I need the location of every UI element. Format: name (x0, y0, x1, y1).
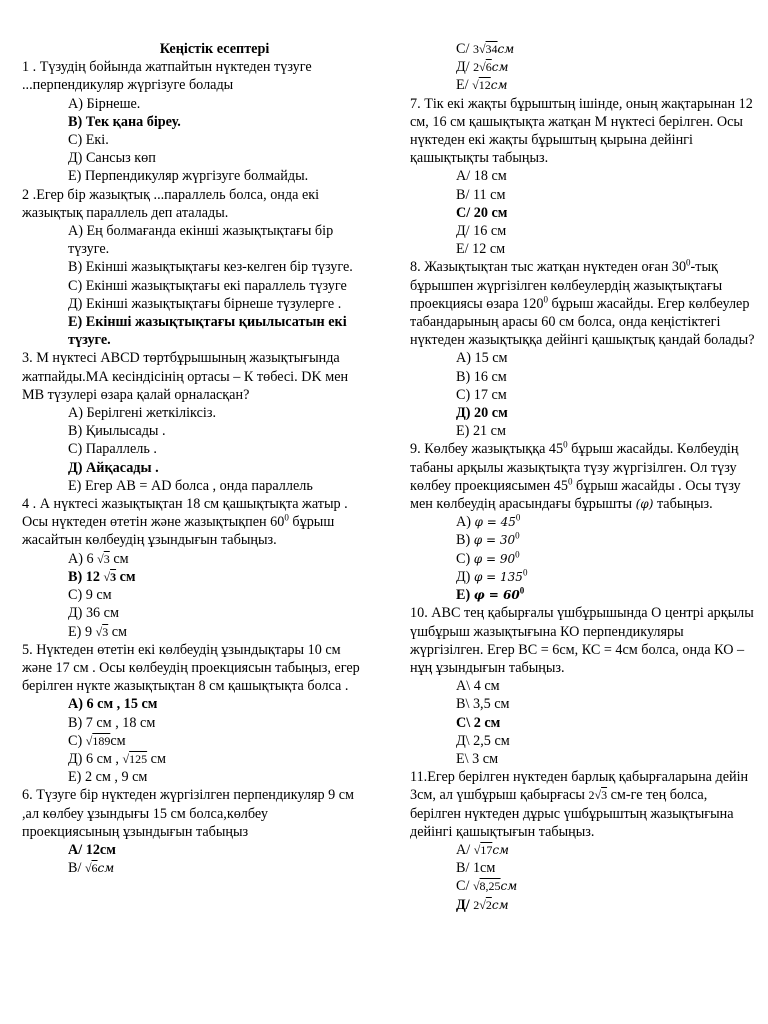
unit: см (119, 568, 136, 585)
unit: см (147, 750, 166, 767)
radicand: 12 (478, 78, 491, 93)
degree-sup: 0 (543, 294, 548, 305)
option-label: Д/ (456, 59, 474, 76)
unit: см (108, 623, 128, 640)
answer-option: А) Берілгені жеткіліксіз. (68, 405, 216, 422)
question-8-text: -тық бұрышпен жүргізілген көлбеулердің жазықтықтағы проекциясы өзара 120 (410, 259, 723, 312)
unit: см (109, 550, 129, 567)
option-label: В) (456, 532, 474, 549)
radicand: 8,25 (479, 879, 501, 894)
question-7: 7. Тік екі жақты бұрыштың ішінде, оның жақтарынан 12 см, 16 см қашықтықта жатқан М нүктесі берілген. Осы нүктеден екі жақты бұрыштың қырына дейінгі қашықтықты табыңыз. (410, 95, 753, 167)
option-label: С/ (456, 41, 473, 57)
question-9 (410, 440, 755, 513)
unit: см (490, 78, 508, 93)
question-9-text: табыңыз. (653, 496, 713, 513)
unit: см (497, 42, 515, 56)
q9-option-c (410, 550, 755, 568)
degree-sup: 0 (284, 512, 289, 523)
answer-option: С) Параллель . (68, 441, 157, 458)
q10-option-e: Е\ 3 см (456, 750, 499, 767)
sqrt-symbol: √189 (85, 733, 111, 748)
question-8-text: 8. Жазықтықтан тыс жатқан нүктеден оған 30 (410, 259, 687, 276)
q8-option-d: Д) 20 см (456, 405, 508, 422)
left-questions-1-3 (22, 58, 367, 495)
answer-option: А) Ең болмағанда екінші жазықтықтағы бір түзуге. (68, 223, 334, 258)
option-label: Е) (456, 587, 474, 604)
sqrt-symbol: √3 (97, 551, 110, 566)
question-9-text: 9. Көлбеу жазықтыққа 45 (410, 441, 564, 458)
coefficient: 3 (472, 42, 479, 56)
question-11 (410, 768, 755, 841)
radicand: 3 (102, 624, 109, 639)
q8-option-b: В) 16 см (456, 368, 507, 385)
question-9-text: бұрыш жасайды. Көлбеудің табаны арқылы жазықтықта түзу жүргізілген. Ол түзу көлбеу проекциясымен 45 (410, 441, 739, 494)
question-text: 2 .Егер бір жазықтық ...параллель болса, онда екі жазықтық параллель деп аталады. (22, 186, 320, 221)
answer-option: Е) Екінші жазықтықтағы қиылысатын екі түзуге. (68, 314, 347, 349)
radicand: 3 (103, 551, 110, 566)
sqrt-expression: 2√2 (473, 897, 492, 912)
q5-option-c (22, 732, 367, 750)
sqrt-expression: √12 (472, 78, 491, 93)
question-text: 1 . Түзудің бойында жатпайтын нүктеден түзуге ...перпендикуляр жүргізуге болады (22, 59, 312, 94)
degree-sup: 0 (567, 476, 573, 487)
sqrt-expression: 3√34 (472, 42, 498, 56)
q6-option-c (410, 40, 755, 58)
q11-option-a (410, 841, 755, 859)
question-10: 10. АВС тең қабырғалы үшбұрышында О центрі арқылы үшбұрыш жазықтығына КО перпендикуляры жүргізілген. Егер ВС = 6см, КС = 4см болса, онда КО – нұң ұзындығын табыңыз. (410, 605, 754, 676)
question-6: 6. Түзуге бір нүктеден жүргізілген перпендикуляр 9 см ,ал көлбеу ұзындығы 15 см болса,көлбеу проекциясының ұзындығын табыңыз (22, 787, 355, 840)
q6-option-d (410, 58, 755, 76)
question-11-text: см-ге тең болса, берілген нүктеден дұрыс үшбұрыштың жазықтығына дейінгі қашықтығын табыңыз. (410, 787, 734, 840)
angle-value: φ = 135 (473, 569, 523, 584)
q8-option-a: А) 15 см (456, 350, 508, 367)
unit: см (491, 60, 509, 75)
radicand: 17 (480, 842, 493, 857)
degree-sup: 0 (686, 257, 691, 268)
q10-option-c: С\ 2 см (456, 714, 501, 731)
radicand: 125 (129, 751, 148, 766)
q4-option-b (22, 568, 367, 586)
answer-option: Д) Екінші жазықтықтағы бірнеше түзулерге . (68, 295, 342, 312)
q9-option-d (410, 568, 755, 586)
q5-option-e: Е) 2 см , 9 см (68, 769, 148, 786)
sqrt-expression: 2√3 (588, 788, 608, 803)
angle-value: φ = 60 (473, 588, 520, 603)
option-label: А) 6 (68, 550, 94, 567)
unit: см (492, 842, 509, 857)
q11-option-d (410, 896, 755, 914)
q4-option-e (22, 623, 367, 641)
question-4-text: 4 . А нүктесі жазықтықтан 18 см қашықтықта жатыр . Осы нүктеден өтетін және жазықтықпен 60 (22, 496, 348, 531)
sqrt-symbol: √8,25 (472, 879, 501, 894)
question-text: 3. М нүктесі АВСD төртбұрышының жазықтығында жатпайды.МА кесіндісінің ортасы – К төбесі. DK мен МВ түзулері өзара қалай орналасқан? (22, 350, 349, 403)
option-label: Е) 9 (68, 623, 93, 640)
answer-option: Е) Перпендикуляр жүргізуге болмайды. (68, 168, 309, 185)
option-label: В) 12 (68, 568, 100, 585)
q10-option-b: В\ 3,5 см (456, 696, 510, 713)
coefficient: 2 (588, 788, 595, 803)
answer-option: А) Бірнеше. (68, 95, 141, 112)
q4-option-a (22, 550, 367, 568)
left-column (22, 40, 367, 877)
q6-option-b (22, 859, 367, 877)
q5-option-d (22, 750, 367, 768)
answer-option: Д) Сансыз көп (68, 150, 156, 167)
coefficient: 2 (473, 897, 480, 912)
radicand: 6 (485, 60, 492, 75)
q6-option-a: А/ 12см (68, 841, 116, 858)
degree-sup: 0 (515, 530, 520, 541)
q7-option-a: А/ 18 см (456, 168, 507, 185)
degree-sup: 0 (519, 585, 525, 596)
q7-option-b: В/ 11 см (456, 186, 506, 203)
answer-option: С) Екінші жазықтықтағы екі параллель түзуге (68, 277, 347, 294)
radicand: 2 (485, 897, 492, 912)
option-label: А/ (456, 841, 474, 858)
degree-sup: 0 (522, 567, 528, 578)
unit: см (97, 861, 115, 876)
question-8 (410, 258, 755, 349)
q10-option-d: Д\ 2,5 см (456, 732, 510, 749)
question-8-text: бұрыш жасайды. Егер көлбеулер табандарының арасы 60 см болса, онда кеңістіктегі нүктеден жазықтыққа дейінгі қашықтық қандай болады? (410, 295, 755, 349)
q8-option-e: Е) 21 см (456, 423, 506, 440)
q11-option-c (410, 877, 755, 895)
question-5: 5. Нүктеден өтетін екі көлбеудің ұзындықтары 10 см және 17 см . Осы көлбеудің проекциясын табыңыз, егер берілген нүкте жазықтықтан 8 см қашықтықта болса . (22, 641, 360, 695)
unit: см (500, 879, 518, 894)
radicand: 34 (485, 42, 498, 56)
option-label: С) (456, 550, 474, 567)
option-label: Д) 6 см , (68, 750, 123, 767)
degree-sup: 0 (563, 439, 568, 450)
option-label: Д/ (456, 896, 474, 913)
answer-option: В) Тек қана біреу. (68, 113, 181, 130)
radicand: 3 (601, 788, 608, 803)
angle-value: φ = 45 (474, 515, 516, 530)
q7-option-c: С/ 20 см (456, 204, 508, 221)
option-label: С) (68, 732, 86, 749)
option-label: Е/ (456, 77, 473, 94)
q5-option-a: А) 6 см , 15 см (68, 696, 158, 713)
q9-option-a (410, 513, 755, 531)
q8-option-c: С) 17 см (456, 386, 507, 403)
sqrt-symbol: √125 (122, 751, 148, 766)
q4-option-c: С) 9 см (68, 587, 112, 604)
q7-option-d: Д/ 16 см (456, 223, 507, 240)
q7-option-e: Е/ 12 см (456, 241, 506, 258)
question-11-text: 11.Егер берілген нүктеден барлық қабырғаларына дейін 3см, ал үшбұрыш қабырғасы (410, 769, 749, 804)
q6-option-e (410, 76, 755, 94)
page-title: Кеңістік есептері (159, 41, 270, 57)
question-9-text: бұрыш жасайды . Осы түзу мен көлбеудің арасындағы бұрышты (410, 477, 741, 513)
answer-option: В) Қиылысады . (68, 423, 166, 440)
right-column (410, 40, 755, 914)
q10-option-a: А\ 4 см (456, 678, 500, 695)
q11-option-b: В/ 1см (456, 860, 496, 877)
coefficient: 2 (473, 60, 480, 75)
radicand: 189 (92, 733, 111, 748)
sqrt-expression: 2√6 (473, 60, 492, 75)
answer-option: Д) Айқасады . (68, 459, 159, 476)
answer-option: В) Екінші жазықтықтағы кез-келген бір түзуге. (68, 259, 353, 276)
sqrt-symbol: √3 (103, 569, 117, 584)
option-label: В/ (68, 860, 85, 877)
option-label: А) (456, 514, 475, 531)
sqrt-symbol: √17 (473, 842, 493, 857)
answer-option: С) Екі. (68, 132, 109, 149)
q9-option-e (410, 586, 755, 604)
option-label: Д) (456, 568, 474, 585)
angle-value: φ = 90 (473, 551, 516, 566)
sqrt-symbol: √3 (95, 624, 109, 639)
angle-value: φ = 30 (473, 533, 516, 548)
option-label: С/ (456, 878, 473, 895)
unit: см (110, 732, 126, 749)
phi-symbol: (φ) (635, 497, 654, 512)
answer-option: Е) Егер АВ = АD болса , онда параллель (68, 477, 313, 494)
q9-option-b (410, 531, 755, 549)
q4-option-d: Д) 36 см (68, 605, 119, 622)
question-4-text-end: бұрыш жасайтын көлбеудің ұзындығын табыңыз. (22, 514, 335, 549)
q5-option-b: В) 7 см , 18 см (68, 714, 156, 731)
radicand: 6 (91, 861, 98, 876)
sqrt-symbol: √6 (84, 861, 98, 876)
unit: см (491, 897, 509, 912)
question-4 (22, 495, 367, 550)
degree-sup: 0 (515, 548, 520, 559)
radicand: 3 (110, 569, 117, 584)
degree-sup: 0 (515, 512, 521, 523)
